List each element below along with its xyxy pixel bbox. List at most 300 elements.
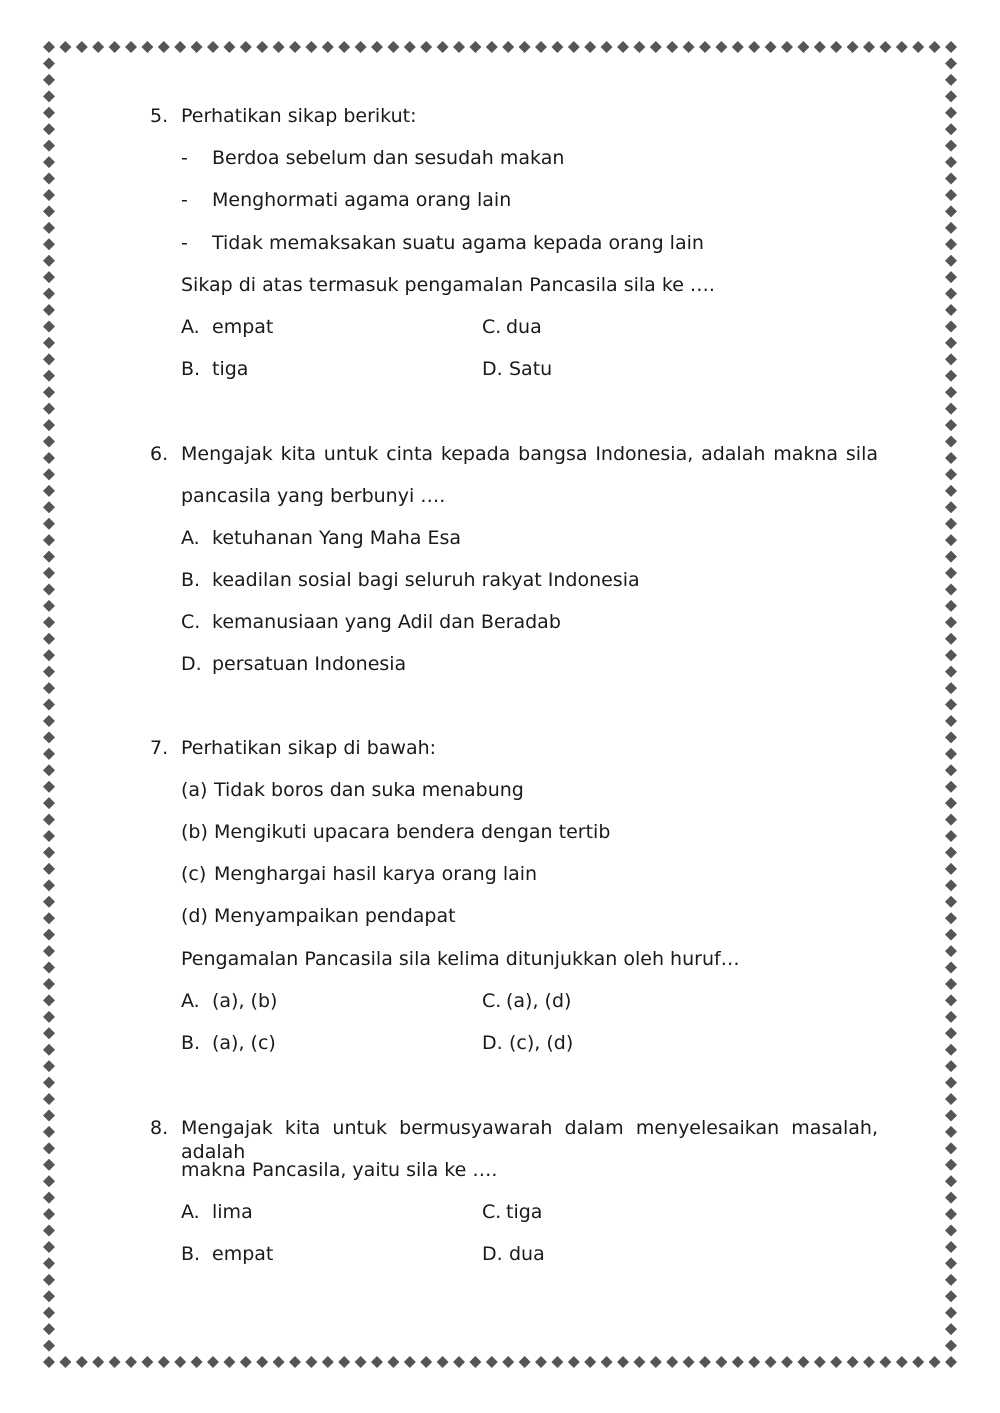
border-diamond	[945, 140, 957, 152]
border-diamond	[43, 797, 55, 809]
border-diamond	[683, 1356, 695, 1368]
border-diamond	[945, 1044, 957, 1056]
border-diamond	[43, 1093, 55, 1105]
border-diamond	[633, 1356, 645, 1368]
border-diamond	[945, 41, 957, 53]
border-diamond	[945, 748, 957, 760]
border-diamond	[945, 1323, 957, 1335]
border-diamond	[453, 41, 465, 53]
border-diamond	[929, 41, 941, 53]
border-diamond	[945, 879, 957, 891]
border-diamond	[43, 1175, 55, 1187]
border-diamond	[43, 1027, 55, 1039]
border-diamond	[945, 1011, 957, 1023]
border-diamond	[781, 41, 793, 53]
border-diamond	[141, 1356, 153, 1368]
q5-bullet-dash: -	[181, 147, 188, 169]
q6-number: 6.	[150, 443, 169, 465]
border-diamond	[699, 1356, 711, 1368]
border-diamond	[273, 41, 285, 53]
q6-stem-line2: pancasila yang berbunyi ….	[181, 485, 446, 507]
border-diamond	[502, 1356, 514, 1368]
border-diamond	[404, 1356, 416, 1368]
border-diamond	[781, 1356, 793, 1368]
border-diamond	[59, 41, 71, 53]
border-diamond	[469, 41, 481, 53]
border-diamond	[289, 41, 301, 53]
border-diamond	[43, 748, 55, 760]
q5-option-a-letter: A.	[181, 316, 200, 338]
border-diamond	[43, 879, 55, 891]
border-diamond	[191, 1356, 203, 1368]
border-diamond	[43, 1257, 55, 1269]
border-diamond	[43, 518, 55, 530]
border-diamond	[830, 1356, 842, 1368]
border-diamond	[43, 945, 55, 957]
border-diamond	[109, 41, 121, 53]
border-diamond	[945, 1274, 957, 1286]
border-diamond	[43, 633, 55, 645]
border-diamond	[945, 945, 957, 957]
q8-option-c: tiga	[506, 1201, 543, 1223]
border-diamond	[863, 41, 875, 53]
q7-item-label: (d)	[181, 905, 208, 927]
border-diamond	[945, 1225, 957, 1237]
border-diamond	[158, 1356, 170, 1368]
border-diamond	[43, 666, 55, 678]
border-diamond	[912, 41, 924, 53]
border-diamond	[43, 715, 55, 727]
border-diamond	[945, 1159, 957, 1171]
border-diamond	[256, 41, 268, 53]
border-diamond	[945, 781, 957, 793]
q8-option-c-letter: C.	[482, 1201, 502, 1223]
border-diamond	[387, 41, 399, 53]
border-diamond	[945, 304, 957, 316]
border-diamond	[715, 1356, 727, 1368]
border-diamond	[371, 1356, 383, 1368]
border-diamond	[43, 682, 55, 694]
q7-option-b-letter: B.	[181, 1032, 201, 1054]
border-diamond	[748, 1356, 760, 1368]
border-diamond	[109, 1356, 121, 1368]
border-diamond	[945, 238, 957, 250]
border-diamond	[305, 1356, 317, 1368]
border-diamond	[453, 1356, 465, 1368]
border-diamond	[338, 41, 350, 53]
q5-option-b-letter: B.	[181, 358, 201, 380]
border-diamond	[43, 41, 55, 53]
border-diamond	[223, 41, 235, 53]
q7-option-d: (c), (d)	[509, 1032, 574, 1054]
border-diamond	[43, 107, 55, 119]
border-diamond	[945, 501, 957, 513]
q8-option-a-letter: A.	[181, 1201, 200, 1223]
q6-option-c: kemanusiaan yang Adil dan Beradab	[212, 611, 561, 633]
border-diamond	[43, 616, 55, 628]
border-diamond	[404, 41, 416, 53]
border-diamond	[945, 468, 957, 480]
q7-item-label: (a)	[181, 779, 208, 801]
border-diamond	[896, 1356, 908, 1368]
border-diamond	[945, 633, 957, 645]
border-diamond	[43, 814, 55, 826]
border-diamond	[666, 1356, 678, 1368]
border-diamond	[355, 1356, 367, 1368]
border-diamond	[43, 1208, 55, 1220]
border-diamond	[797, 1356, 809, 1368]
q8-option-b: empat	[212, 1243, 274, 1265]
border-diamond	[945, 255, 957, 267]
border-diamond	[945, 123, 957, 135]
border-diamond	[207, 41, 219, 53]
border-diamond	[43, 205, 55, 217]
border-diamond	[125, 41, 137, 53]
border-diamond	[43, 830, 55, 842]
border-diamond	[43, 863, 55, 875]
q7-item: Mengikuti upacara bendera dengan tertib	[214, 821, 611, 843]
border-diamond	[945, 534, 957, 546]
border-diamond	[896, 41, 908, 53]
border-diamond	[945, 1126, 957, 1138]
border-diamond	[945, 288, 957, 300]
border-diamond	[945, 1208, 957, 1220]
q8-stem-line2: makna Pancasila, yaitu sila ke ….	[181, 1159, 498, 1181]
border-diamond	[945, 846, 957, 858]
q8-option-b-letter: B.	[181, 1243, 201, 1265]
border-diamond	[945, 156, 957, 168]
border-diamond	[535, 1356, 547, 1368]
border-diamond	[43, 238, 55, 250]
q7-option-c-letter: C.	[482, 990, 502, 1012]
border-diamond	[355, 41, 367, 53]
q5-bullet-dash: -	[181, 232, 188, 254]
border-diamond	[945, 896, 957, 908]
border-diamond	[43, 534, 55, 546]
border-diamond	[43, 846, 55, 858]
q7-item: Menyampaikan pendapat	[214, 905, 456, 927]
q5-option-a: empat	[212, 316, 274, 338]
border-diamond	[43, 1307, 55, 1319]
border-diamond	[240, 41, 252, 53]
border-diamond	[748, 41, 760, 53]
border-diamond	[945, 1175, 957, 1187]
q6-stem-line1: Mengajak kita untuk cinta kepada bangsa Indonesia, adalah makna sila	[181, 443, 878, 465]
q8-option-d: dua	[509, 1243, 545, 1265]
border-diamond	[879, 1356, 891, 1368]
border-diamond	[945, 649, 957, 661]
border-diamond	[945, 518, 957, 530]
q7-item-label: (c)	[181, 863, 207, 885]
border-diamond	[43, 57, 55, 69]
q6-option-b-letter: B.	[181, 569, 201, 591]
border-diamond	[59, 1356, 71, 1368]
border-diamond	[191, 41, 203, 53]
q7-item-label: (b)	[181, 821, 208, 843]
border-diamond	[43, 90, 55, 102]
border-diamond	[322, 41, 334, 53]
border-diamond	[43, 123, 55, 135]
border-diamond	[945, 682, 957, 694]
border-diamond	[945, 978, 957, 990]
border-diamond	[945, 90, 957, 102]
border-diamond	[945, 715, 957, 727]
border-diamond	[43, 1109, 55, 1121]
border-diamond	[486, 1356, 498, 1368]
border-diamond	[43, 1356, 55, 1368]
border-diamond	[43, 386, 55, 398]
q7-item: Tidak boros dan suka menabung	[214, 779, 524, 801]
border-diamond	[371, 41, 383, 53]
border-diamond	[945, 1290, 957, 1302]
border-diamond	[273, 1356, 285, 1368]
border-diamond	[43, 419, 55, 431]
border-diamond	[945, 419, 957, 431]
border-diamond	[502, 41, 514, 53]
border-diamond	[43, 1241, 55, 1253]
border-diamond	[43, 501, 55, 513]
border-diamond	[551, 41, 563, 53]
border-diamond	[43, 304, 55, 316]
border-diamond	[43, 731, 55, 743]
border-diamond	[519, 1356, 531, 1368]
border-diamond	[945, 863, 957, 875]
q5-number: 5.	[150, 105, 169, 127]
border-diamond	[945, 57, 957, 69]
q7-stem: Perhatikan sikap di bawah:	[181, 737, 437, 759]
border-diamond	[945, 551, 957, 563]
q5-stem: Perhatikan sikap berikut:	[181, 105, 417, 127]
border-diamond	[43, 452, 55, 464]
q5-option-c: dua	[506, 316, 542, 338]
border-diamond	[945, 1109, 957, 1121]
border-diamond	[43, 288, 55, 300]
border-diamond	[43, 1142, 55, 1154]
border-diamond	[945, 567, 957, 579]
border-diamond	[43, 962, 55, 974]
border-diamond	[584, 1356, 596, 1368]
border-diamond	[617, 1356, 629, 1368]
border-diamond	[437, 1356, 449, 1368]
border-diamond	[43, 1323, 55, 1335]
border-diamond	[945, 1192, 957, 1204]
border-diamond	[601, 41, 613, 53]
border-diamond	[945, 1340, 957, 1352]
border-diamond	[732, 1356, 744, 1368]
border-diamond	[43, 978, 55, 990]
border-diamond	[945, 699, 957, 711]
q5-bullet: Berdoa sebelum dan sesudah makan	[212, 147, 565, 169]
border-diamond	[945, 830, 957, 842]
border-diamond	[945, 994, 957, 1006]
border-diamond	[945, 929, 957, 941]
border-diamond	[92, 1356, 104, 1368]
border-diamond	[43, 551, 55, 563]
border-diamond	[650, 41, 662, 53]
q7-prompt: Pengamalan Pancasila sila kelima ditunjukkan oleh huruf…	[181, 948, 740, 970]
border-diamond	[945, 616, 957, 628]
border-diamond	[141, 41, 153, 53]
border-diamond	[699, 41, 711, 53]
border-diamond	[305, 41, 317, 53]
border-diamond	[76, 41, 88, 53]
border-diamond	[420, 41, 432, 53]
border-diamond	[387, 1356, 399, 1368]
border-diamond	[43, 436, 55, 448]
border-diamond	[945, 1093, 957, 1105]
border-diamond	[847, 41, 859, 53]
border-diamond	[797, 41, 809, 53]
border-diamond	[43, 912, 55, 924]
border-diamond	[945, 1027, 957, 1039]
border-diamond	[847, 1356, 859, 1368]
border-diamond	[633, 41, 645, 53]
border-diamond	[945, 731, 957, 743]
border-diamond	[43, 353, 55, 365]
border-diamond	[945, 205, 957, 217]
border-diamond	[43, 649, 55, 661]
border-diamond	[519, 41, 531, 53]
border-diamond	[240, 1356, 252, 1368]
border-diamond	[945, 452, 957, 464]
border-diamond	[174, 1356, 186, 1368]
border-diamond	[830, 41, 842, 53]
border-diamond	[92, 41, 104, 53]
border-diamond	[945, 912, 957, 924]
q7-option-d-letter: D.	[482, 1032, 503, 1054]
q8-option-d-letter: D.	[482, 1243, 503, 1265]
border-diamond	[650, 1356, 662, 1368]
border-diamond	[486, 41, 498, 53]
border-diamond	[945, 764, 957, 776]
border-diamond	[43, 156, 55, 168]
border-diamond	[912, 1356, 924, 1368]
border-diamond	[43, 994, 55, 1006]
border-diamond	[43, 189, 55, 201]
border-diamond	[863, 1356, 875, 1368]
border-diamond	[43, 1077, 55, 1089]
q6-option-b: keadilan sosial bagi seluruh rakyat Indonesia	[212, 569, 640, 591]
q6-option-c-letter: C.	[181, 611, 201, 633]
border-diamond	[945, 583, 957, 595]
border-diamond	[43, 1290, 55, 1302]
border-diamond	[158, 41, 170, 53]
border-diamond	[945, 353, 957, 365]
border-diamond	[43, 896, 55, 908]
border-diamond	[945, 962, 957, 974]
q5-option-d-letter: D.	[482, 358, 503, 380]
q8-stem-line1: Mengajak kita untuk bermusyawarah dalam menyelesaikan masalah, adalah	[181, 1117, 878, 1163]
border-diamond	[76, 1356, 88, 1368]
border-diamond	[617, 41, 629, 53]
q5-bullet: Menghormati agama orang lain	[212, 189, 512, 211]
border-diamond	[945, 485, 957, 497]
border-diamond	[551, 1356, 563, 1368]
border-diamond	[43, 583, 55, 595]
border-diamond	[879, 41, 891, 53]
border-diamond	[43, 1274, 55, 1286]
border-diamond	[43, 1159, 55, 1171]
border-diamond	[945, 403, 957, 415]
border-diamond	[945, 320, 957, 332]
border-diamond	[174, 41, 186, 53]
border-diamond	[43, 1340, 55, 1352]
q5-option-b: tiga	[212, 358, 249, 380]
border-diamond	[601, 1356, 613, 1368]
border-diamond	[814, 41, 826, 53]
border-diamond	[43, 764, 55, 776]
q7-option-a: (a), (b)	[212, 990, 278, 1012]
border-diamond	[945, 1077, 957, 1089]
border-diamond	[322, 1356, 334, 1368]
border-diamond	[43, 320, 55, 332]
border-diamond	[43, 929, 55, 941]
border-diamond	[43, 1192, 55, 1204]
border-diamond	[945, 386, 957, 398]
border-diamond	[945, 1356, 957, 1368]
q8-number: 8.	[150, 1117, 169, 1139]
border-diamond	[420, 1356, 432, 1368]
border-diamond	[223, 1356, 235, 1368]
border-diamond	[732, 41, 744, 53]
border-diamond	[43, 140, 55, 152]
q5-option-c-letter: C.	[482, 316, 502, 338]
border-diamond	[814, 1356, 826, 1368]
q6-option-d-letter: D.	[181, 653, 202, 675]
border-diamond	[584, 41, 596, 53]
border-diamond	[289, 1356, 301, 1368]
border-diamond	[945, 337, 957, 349]
q6-option-a: ketuhanan Yang Maha Esa	[212, 527, 462, 549]
border-diamond	[43, 1060, 55, 1072]
border-diamond	[43, 468, 55, 480]
border-diamond	[43, 1126, 55, 1138]
q5-option-d: Satu	[509, 358, 553, 380]
border-diamond	[765, 41, 777, 53]
border-diamond	[715, 41, 727, 53]
q5-bullet-dash: -	[181, 189, 188, 211]
border-diamond	[207, 1356, 219, 1368]
q8-option-a: lima	[212, 1201, 253, 1223]
border-diamond	[666, 41, 678, 53]
border-diamond	[43, 1225, 55, 1237]
border-diamond	[945, 814, 957, 826]
border-diamond	[945, 600, 957, 612]
q6-option-a-letter: A.	[181, 527, 200, 549]
border-diamond	[683, 41, 695, 53]
border-diamond	[43, 600, 55, 612]
border-diamond	[945, 107, 957, 119]
q7-option-b: (a), (c)	[212, 1032, 276, 1054]
border-diamond	[945, 1060, 957, 1072]
border-diamond	[945, 189, 957, 201]
border-diamond	[469, 1356, 481, 1368]
border-diamond	[43, 485, 55, 497]
border-diamond	[125, 1356, 137, 1368]
border-diamond	[256, 1356, 268, 1368]
border-diamond	[765, 1356, 777, 1368]
border-diamond	[945, 173, 957, 185]
border-diamond	[929, 1356, 941, 1368]
q5-bullet: Tidak memaksakan suatu agama kepada orang lain	[212, 232, 704, 254]
border-diamond	[43, 337, 55, 349]
q5-prompt: Sikap di atas termasuk pengamalan Pancasila sila ke ….	[181, 274, 715, 296]
q7-item: Menghargai hasil karya orang lain	[214, 863, 538, 885]
border-diamond	[945, 370, 957, 382]
q6-option-d: persatuan Indonesia	[212, 653, 407, 675]
border-diamond	[43, 370, 55, 382]
q7-number: 7.	[150, 737, 169, 759]
